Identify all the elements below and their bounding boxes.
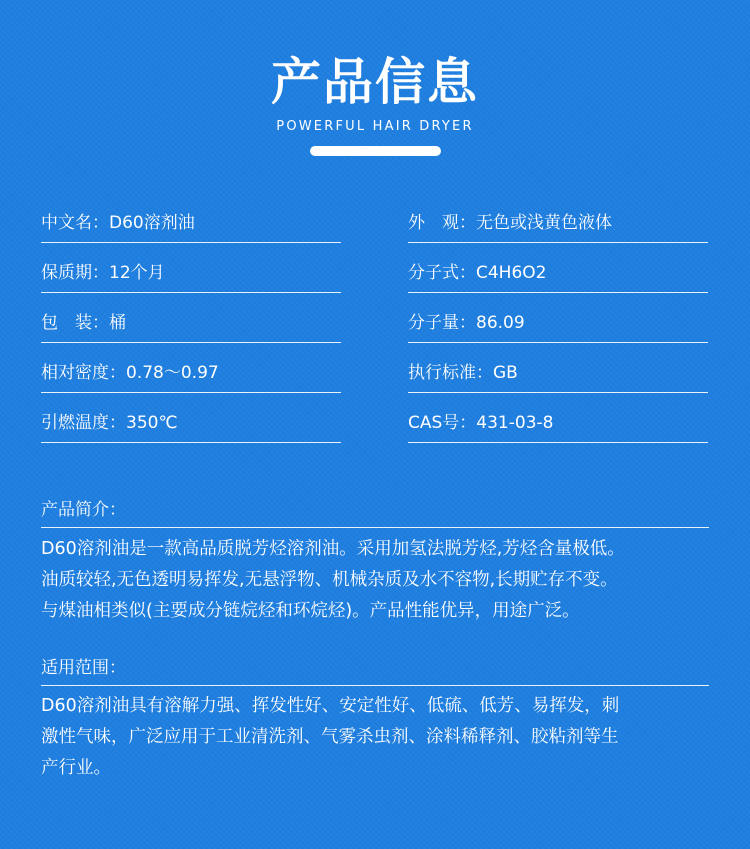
usage-line: D60溶剂油具有溶解力强、挥发性好、安定性好、低硫、低芳、易挥发，刺 [41, 696, 620, 716]
spec-value: D60溶剂油 [109, 213, 195, 233]
usage-section-body [41, 691, 713, 784]
spec-molecular-formula [408, 258, 708, 293]
spec-label: CAS号： [408, 413, 477, 433]
intro-line: D60溶剂油是一款高品质脱芳烃溶剂油。采用加氢法脱芳烃,芳烃含量极低。 [41, 539, 625, 559]
spec-chinese-name [41, 208, 341, 243]
intro-section-title: 产品简介： [41, 495, 709, 528]
spec-value: 86.09 [476, 313, 525, 333]
spec-value: 0.78～0.97 [126, 363, 219, 383]
usage-line: 激性气味，广泛应用于工业清洗剂、气雾杀虫剂、涂料稀释剂、胶粘剂等生 [41, 727, 619, 747]
title-underline-bar [310, 146, 441, 156]
spec-ignition-temperature [41, 408, 341, 443]
intro-line: 油质较轻,无色透明易挥发,无悬浮物、机械杂质及水不容物,长期贮存不变。 [41, 570, 618, 590]
spec-label: 包 装： [41, 313, 109, 333]
spec-standard [408, 358, 708, 393]
spec-label: 中文名： [41, 213, 109, 233]
spec-value: 桶 [109, 313, 126, 333]
spec-shelf-life [41, 258, 341, 293]
spec-value: 350℃ [126, 413, 178, 433]
usage-section-title: 适用范围： [41, 653, 709, 686]
page-title: 产品信息 [271, 53, 479, 111]
intro-section-body [41, 534, 713, 627]
spec-label: 引燃温度： [41, 413, 126, 433]
spec-value: C4H6O2 [476, 263, 547, 283]
spec-label: 分子量： [408, 313, 476, 333]
spec-value: 431-03-8 [476, 413, 554, 433]
spec-value: 无色或浅黄色液体 [476, 213, 612, 233]
spec-label: 保质期： [41, 263, 109, 283]
spec-label: 相对密度： [41, 363, 126, 383]
intro-line: 与煤油相类似(主要成分链烷烃和环烷烃)。产品性能优异，用途广泛。 [41, 601, 580, 621]
spec-appearance [408, 208, 708, 243]
spec-label: 分子式： [408, 263, 476, 283]
spec-molecular-weight [408, 308, 708, 343]
usage-line: 产行业。 [41, 758, 111, 778]
spec-cas-number [408, 408, 708, 443]
page-subtitle: POWERFUL HAIR DRYER [276, 119, 474, 134]
spec-value: 12个月 [109, 263, 165, 283]
spec-label: 外 观： [408, 213, 476, 233]
spec-packaging [41, 308, 341, 343]
spec-value: GB [493, 363, 518, 383]
spec-relative-density [41, 358, 341, 393]
spec-label: 执行标准： [408, 363, 493, 383]
